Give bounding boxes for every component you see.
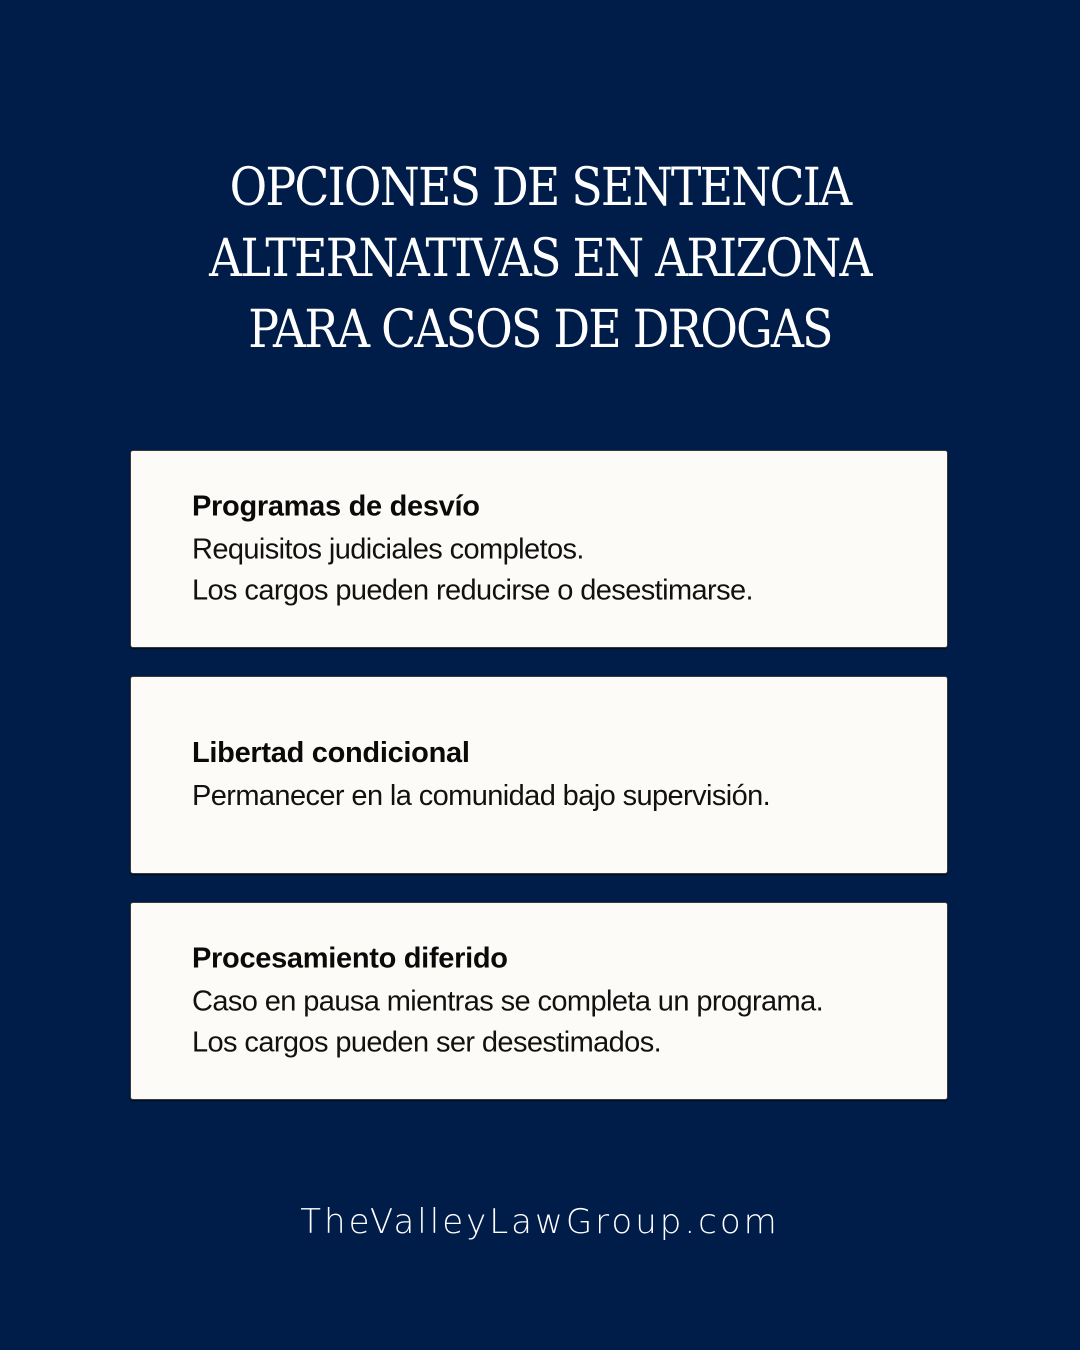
website-url: TheValleyLawGroup.com	[300, 1202, 780, 1242]
page-title	[65, 153, 1015, 366]
card-probation	[130, 676, 948, 874]
card-heading: Programas de desvío	[192, 490, 480, 523]
card-description-line: Requisitos judiciales completos.	[192, 533, 584, 566]
card-diversion-programs	[130, 450, 948, 648]
card-content	[192, 487, 927, 612]
title-line-2: ALTERNATIVAS EN ARIZONA	[209, 228, 871, 289]
card-content	[192, 939, 927, 1064]
card-content	[192, 733, 927, 817]
card-description-line: Los cargos pueden ser desestimados.	[192, 1026, 662, 1059]
card-deferred-prosecution	[130, 902, 948, 1100]
card-description-line: Caso en pausa mientras se completa un programa.	[192, 985, 824, 1018]
title-line-3: PARA CASOS DE DROGAS	[248, 299, 832, 360]
card-heading: Procesamiento diferido	[192, 942, 508, 975]
card-heading: Libertad condicional	[192, 737, 470, 769]
card-description-line: Permanecer en la comunidad bajo supervisión.	[192, 780, 771, 812]
title-line-1: OPCIONES DE SENTENCIA	[229, 157, 851, 218]
card-description-line: Los cargos pueden reducirse o desestimarse.	[192, 574, 753, 607]
